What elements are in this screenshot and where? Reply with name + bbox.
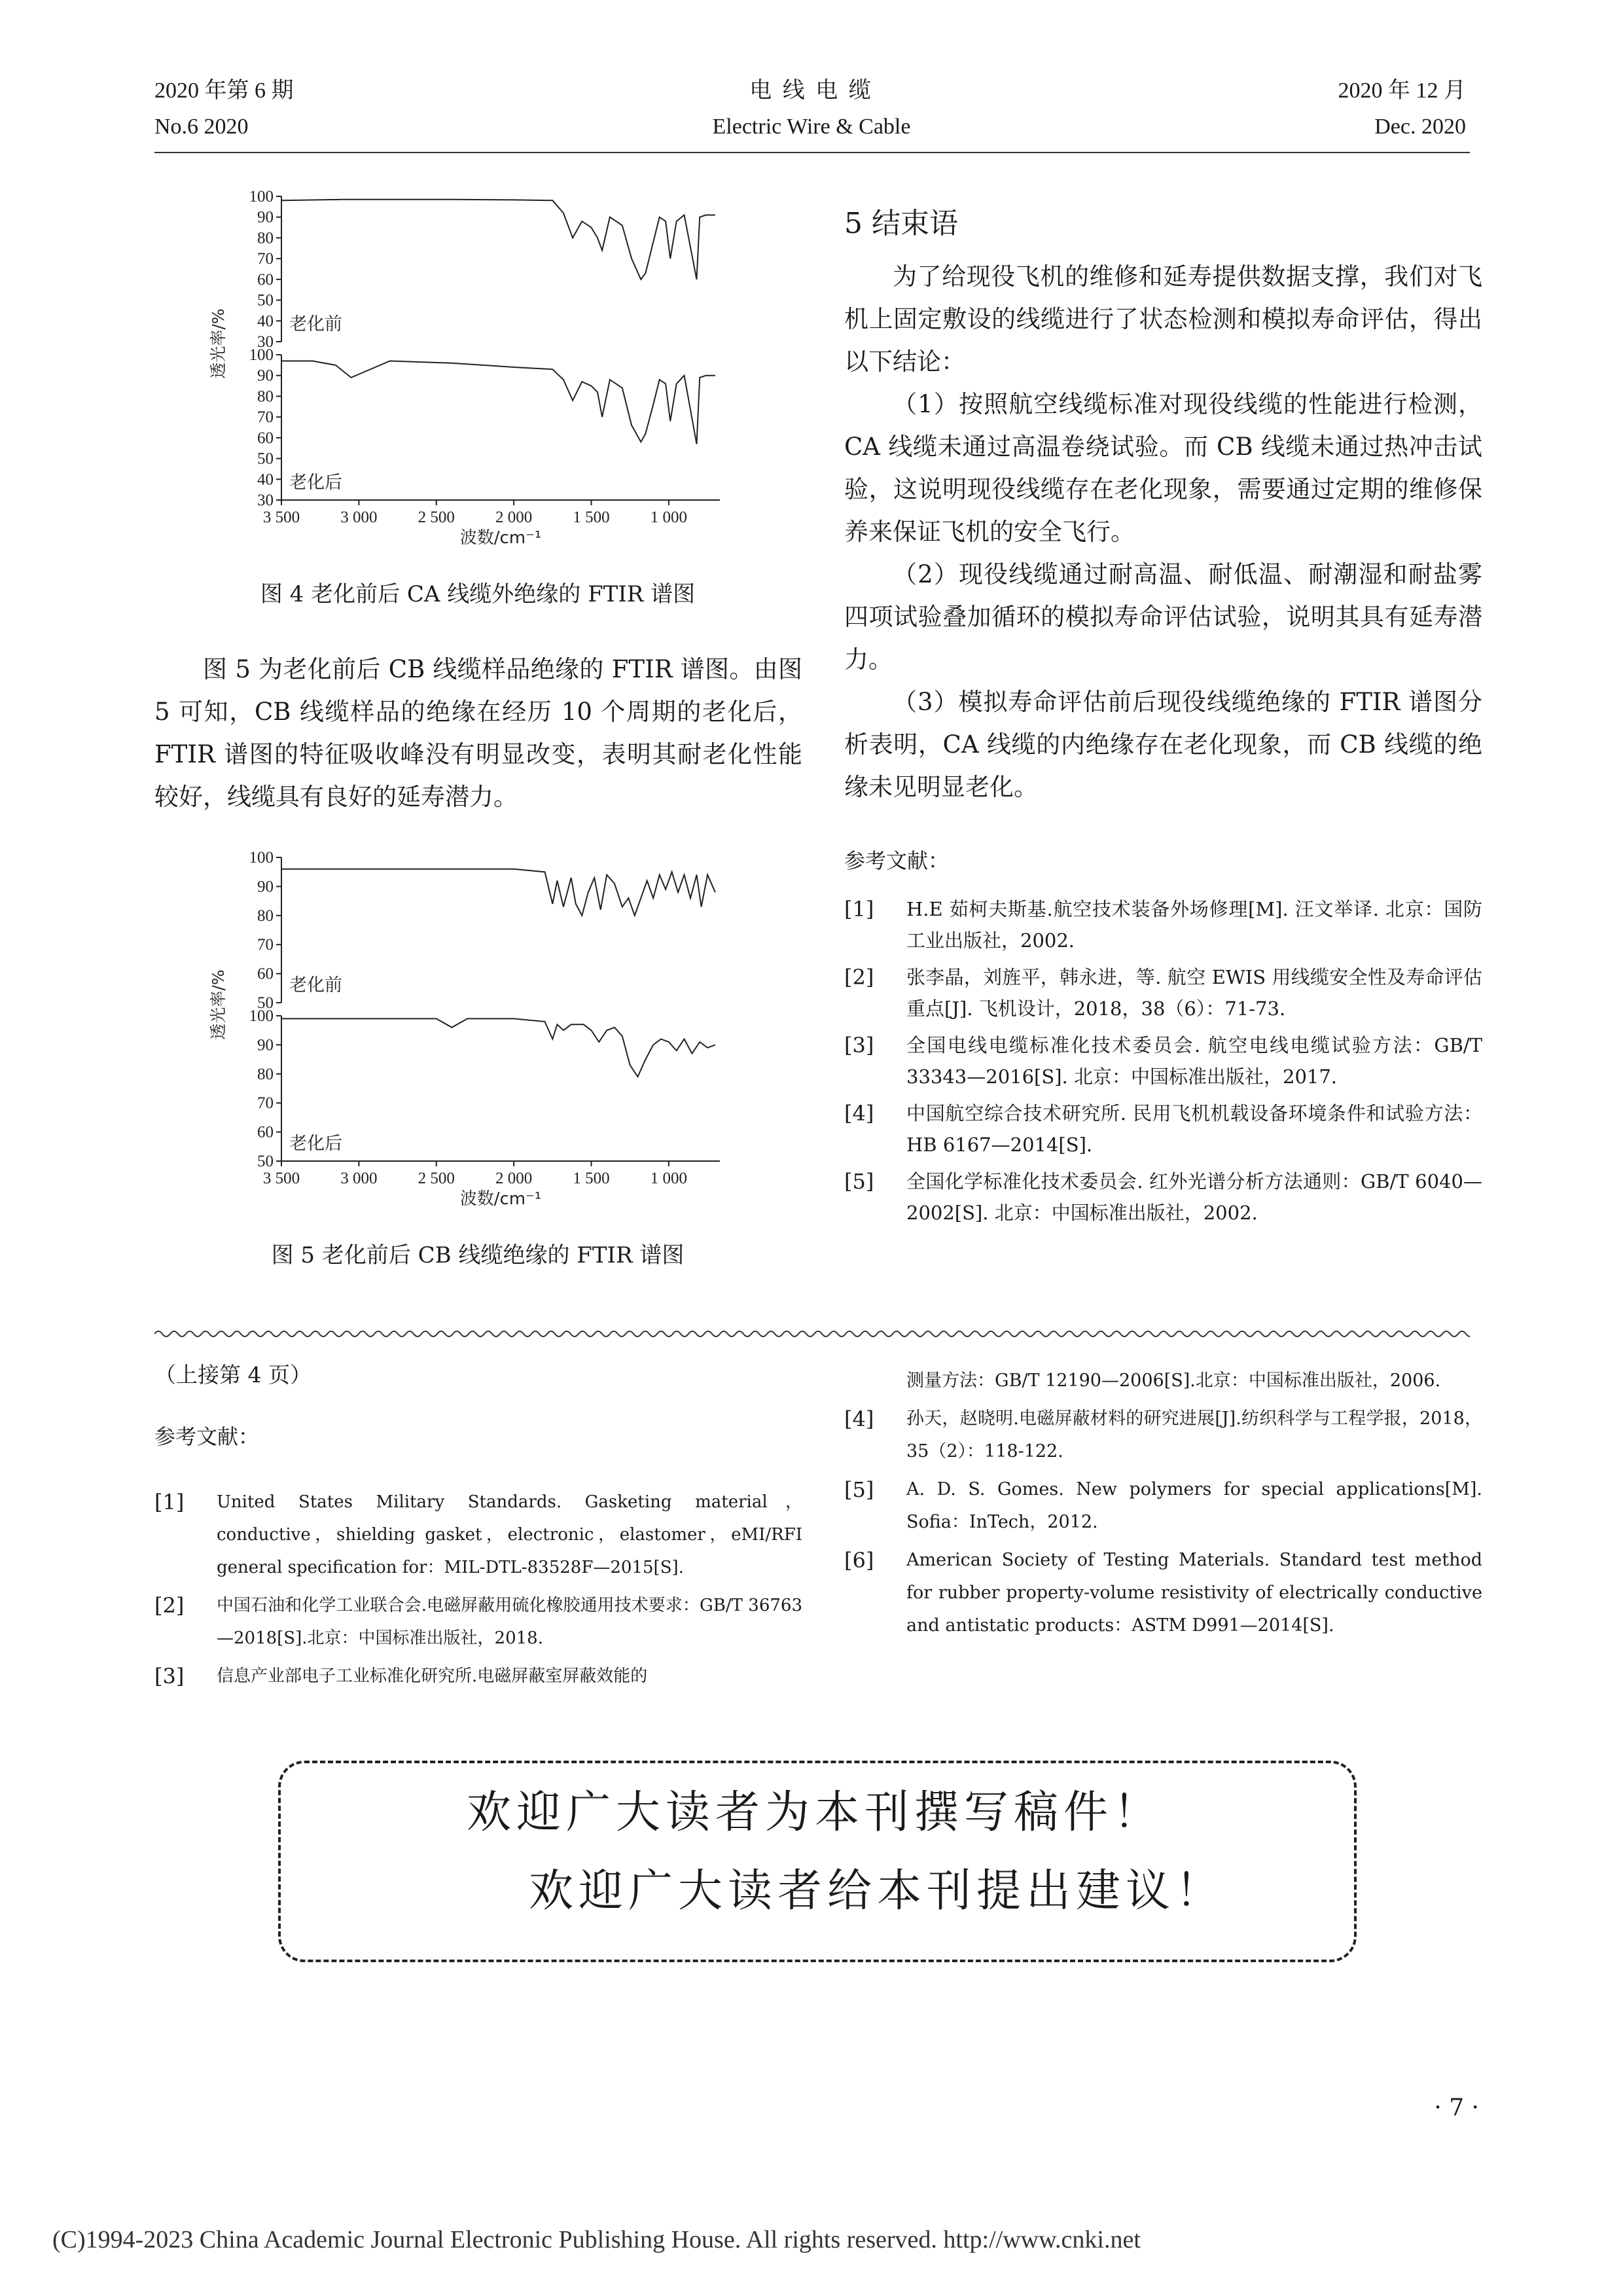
reference-item [154,1486,802,1584]
y-tick-label: 30 [257,333,274,351]
figure-5-caption: 图 5 老化前后 CB 线缆绝缘的 FTIR 谱图 [271,1242,685,1268]
reference-number: [4] [844,1407,874,1431]
reference-number: [2] [154,1593,185,1618]
x-tick-label: 3 000 [340,1170,378,1187]
y-tick-label: 50 [257,1153,274,1170]
reference-item [844,1030,1482,1092]
reference-number: [5] [844,1477,874,1502]
reference-text: American Society of Testing Materials. Standard test method for rubber property-volume resistivity of electrically conductive and antistatic products：ASTM D991—2014[S]. [906,1550,1482,1636]
x-tick-label: 2 000 [495,1170,533,1187]
reference-text: A. D. S. Gomes. New polymers for special applications[M]. Sofia：InTech，2012. [906,1479,1482,1532]
header-issue: 2020 年第 6 期 [154,79,294,103]
header-issue-en: No.6 2020 [154,115,249,139]
x-tick-label: 2 000 [495,509,533,526]
reference-number: [5] [844,1169,874,1194]
journal-title-en: Electric Wire & Cable [712,115,911,139]
reference-text: 孙天，赵晓明.电磁屏蔽材料的研究进展[J].纺织科学与工程学报，2018，35（2）：118-122. [906,1408,1482,1462]
x-axis-label: 波数/cm⁻¹ [459,1189,542,1209]
wavy-divider [154,1329,1470,1339]
reference-number: [4] [844,1101,874,1126]
figure-4-chart [196,183,759,563]
reference-item [844,1473,1482,1539]
conclusion-item-1: （1）按照航空线缆标准对现役线缆的性能进行检测，CA 线缆未通过高温卷绕试验。而 CB 线缆未通过热冲击试验，这说明现役线缆存在老化现象，需要通过定期的维修保养来保证飞机的安全飞行。 [844,390,1482,546]
reference-item [154,1660,802,1693]
header-date-en: Dec. 2020 [1374,115,1466,139]
y-tick-label: 90 [257,367,274,385]
y-tick-label: 80 [257,1065,274,1083]
y-axis-label: 透光率/% [209,308,228,379]
spectrum-line [281,200,715,279]
y-tick-label: 40 [257,471,274,489]
y-tick-label: 70 [257,250,274,268]
references-title: 参考文献： [844,848,950,873]
reference-number [844,1365,906,1397]
y-axis-label: 透光率/% [209,969,228,1040]
panel-label: 老化后 [289,473,342,493]
journal-title: 电 线 电 缆 [749,79,874,103]
x-tick-label: 2 500 [418,1170,455,1187]
copyright-footer: (C)1994-2023 China Academic Journal Electronic Publishing House. All rights reserved. http://www.cnki.net [52,2226,1141,2253]
left-paragraph: 图 5 为老化前后 CB 线缆样品绝缘的 FTIR 谱图。由图 5 可知，CB 线缆样品的绝缘在经历 10 个周期的老化后，FTIR 谱图的特征吸收峰没有明显改变，表明其耐老化性能较好，线缆具有良好的延寿潜力。 [154,655,802,811]
banner-line-1: 欢迎广大读者为本刊撰写稿件！ [466,1787,1163,1839]
y-tick-label: 70 [257,408,274,427]
y-tick-label: 90 [257,1036,274,1054]
panel-label: 老化后 [289,1134,342,1154]
reference-text: 测量方法：GB/T 12190—2006[S].北京：中国标准出版社，2006. [906,1371,1441,1391]
section-5-title: 5 结束语 [844,207,958,240]
reference-text: H.E 茹柯夫斯基.航空技术装备外场修理[M]. 汪文举译. 北京：国防工业出版社，2002. [906,898,1482,952]
reference-item [844,1166,1482,1229]
y-tick-label: 80 [257,387,274,406]
continued-references-left [154,1486,802,1698]
reference-text: 全国化学标准化技术委员会. 红外光谱分析方法通则：GB/T 6040—2002[S]. 北京：中国标准出版社，2002. [906,1170,1482,1224]
y-tick-label: 30 [257,492,274,509]
reference-text: United States Military Standards. Gasketing material，conductive，shielding gasket，electronic，elastomer，eMI/RFI general specification for：MIL-DTL-83528F—2015[S]. [217,1492,802,1577]
reference-item [844,893,1482,956]
reference-item [844,1403,1482,1468]
x-tick-label: 3 500 [262,509,300,526]
y-tick-label: 60 [257,429,274,447]
reference-number: [1] [154,1490,185,1515]
y-tick-label: 70 [257,1094,274,1113]
conclusion-item-3: （3）模拟寿命评估前后现役线缆绝缘的 FTIR 谱图分析表明，CA 线缆的内绝缘存在老化现象，而 CB 线缆的绝缘未见明显老化。 [844,688,1482,801]
reference-text: 中国航空综合技术研究所. 民用飞机机载设备环境条件和试验方法：HB 6167—2014[S]. [906,1102,1482,1156]
figure-4-caption: 图 4 老化前后 CA 线缆外绝缘的 FTIR 谱图 [260,581,696,607]
y-tick-label: 60 [257,270,274,289]
banner-line-2: 欢迎广大读者给本刊提出建议！ [528,1865,1225,1917]
y-tick-label: 50 [257,450,274,468]
reference-item [844,1544,1482,1642]
x-tick-label: 1 000 [650,1170,687,1187]
spectrum-line [281,1018,715,1077]
y-tick-label: 60 [257,965,274,983]
y-tick-label: 50 [257,291,274,310]
panel-label: 老化前 [289,975,342,996]
header-rule [154,152,1470,153]
reference-text: 中国石油和化学工业联合会.电磁屏蔽用硫化橡胶通用技术要求：GB/T 36763—2018[S].北京：中国标准出版社，2018. [217,1596,802,1648]
x-tick-label: 1 000 [650,509,687,526]
x-axis-label: 波数/cm⁻¹ [459,528,542,548]
page-number: · 7 · [1434,2094,1479,2121]
y-tick-label: 80 [257,906,274,925]
x-tick-label: 3 000 [340,509,378,526]
y-tick-label: 80 [257,229,274,247]
continued-references-right [844,1365,1482,1647]
reference-number: [6] [844,1548,874,1573]
conclusion-intro: 为了给现役飞机的维修和延寿提供数据支撑，我们对飞机上固定敷设的线缆进行了状态检测和模拟寿命评估，得出以下结论： [844,262,1482,376]
y-tick-label: 100 [249,849,274,867]
spectrum-line [281,869,715,916]
reference-number: [3] [844,1033,874,1058]
y-tick-label: 100 [249,1007,274,1025]
reference-item [844,1098,1482,1160]
y-tick-label: 70 [257,936,274,954]
x-tick-label: 1 500 [573,509,610,526]
figure-5-chart [196,844,759,1224]
x-tick-label: 1 500 [573,1170,610,1187]
y-tick-label: 60 [257,1123,274,1141]
reference-item [154,1589,802,1655]
x-tick-label: 3 500 [262,1170,300,1187]
reference-item [844,961,1482,1024]
reference-number: [3] [154,1664,185,1689]
header-date: 2020 年 12 月 [1338,79,1466,103]
y-tick-label: 100 [249,188,274,206]
x-tick-label: 2 500 [418,509,455,526]
reference-item [844,1365,1482,1397]
panel-label: 老化前 [289,314,342,334]
y-tick-label: 100 [249,346,274,364]
reference-number: [2] [844,965,874,990]
y-tick-label: 90 [257,878,274,896]
continued-references-title: 参考文献： [154,1424,260,1449]
reference-text: 全国电线电缆标准化技术委员会. 航空电线电缆试验方法：GB/T 33343—2016[S]. 北京：中国标准出版社，2017. [906,1034,1482,1088]
reference-text: 信息产业部电子工业标准化研究所.电磁屏蔽室屏蔽效能的 [217,1666,648,1686]
y-tick-label: 90 [257,208,274,226]
continued-label: （上接第 4 页） [154,1362,312,1388]
reference-text: 张李晶，刘旌平，韩永进，等. 航空 EWIS 用线缆安全性及寿命评估重点[J]. 飞机设计，2018，38（6）：71-73. [906,966,1482,1020]
reference-number: [1] [844,897,874,922]
y-tick-label: 50 [257,994,274,1012]
y-tick-label: 40 [257,312,274,331]
references-list [844,893,1482,1234]
conclusion-item-2: （2）现役线缆通过耐高温、耐低温、耐潮湿和耐盐雾四项试验叠加循环的模拟寿命评估试验，说明其具有延寿潜力。 [844,560,1482,673]
spectrum-line [281,361,715,444]
